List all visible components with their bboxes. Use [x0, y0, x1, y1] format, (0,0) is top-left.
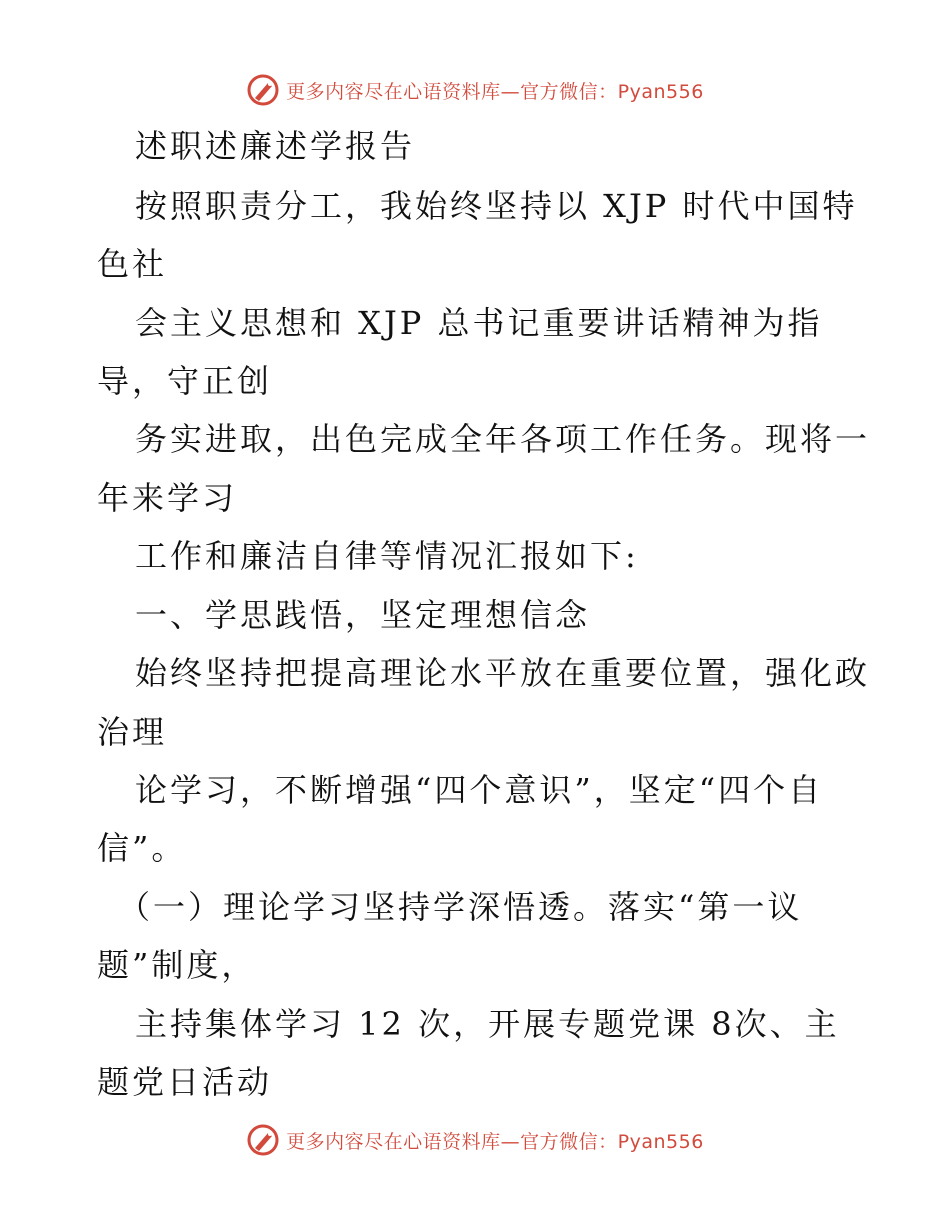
- document-title: 述职述廉述学报告: [135, 127, 416, 165]
- paragraph-line: 务实进取，出色完成全年各项工作任务。现将一: [135, 420, 871, 458]
- watermark-text: 更多内容尽在心语资料库—官方微信：Pyan556: [286, 1130, 704, 1153]
- pen-logo-icon: [246, 1123, 280, 1157]
- paragraph-line: 治理: [97, 713, 168, 751]
- paragraph-line: 主持集体学习 12 次，开展专题党课 8次、主: [135, 1005, 840, 1043]
- section-heading: 一、学思践悟，坚定理想信念: [135, 596, 591, 634]
- paragraph-line: 年来学习: [97, 479, 238, 517]
- paragraph-line: 题”制度，: [97, 946, 257, 984]
- paragraph-line: 论学习，不断增强“四个意识”，坚定“四个自: [135, 771, 824, 809]
- subsection-heading: （一）理论学习坚持学深悟透。落实“第一议: [118, 888, 803, 926]
- footer-watermark-banner: [0, 1120, 950, 1160]
- paragraph-line: 按照职责分工，我始终坚持以 XJP 时代中国特: [135, 187, 858, 225]
- paragraph-line: 题党日活动: [97, 1063, 273, 1101]
- paragraph-line: 色社: [97, 245, 168, 283]
- paragraph-line: 信”。: [97, 829, 187, 867]
- paragraph-line: 会主义思想和 XJP 总书记重要讲话精神为指: [135, 304, 823, 342]
- watermark-text: 更多内容尽在心语资料库—官方微信：Pyan556: [286, 80, 704, 103]
- paragraph-line: 导，守正创: [97, 362, 273, 400]
- paragraph-line: 工作和廉洁自律等情况汇报如下:: [135, 537, 639, 575]
- paragraph-line: 始终坚持把提高理论水平放在重要位置，强化政: [135, 654, 871, 692]
